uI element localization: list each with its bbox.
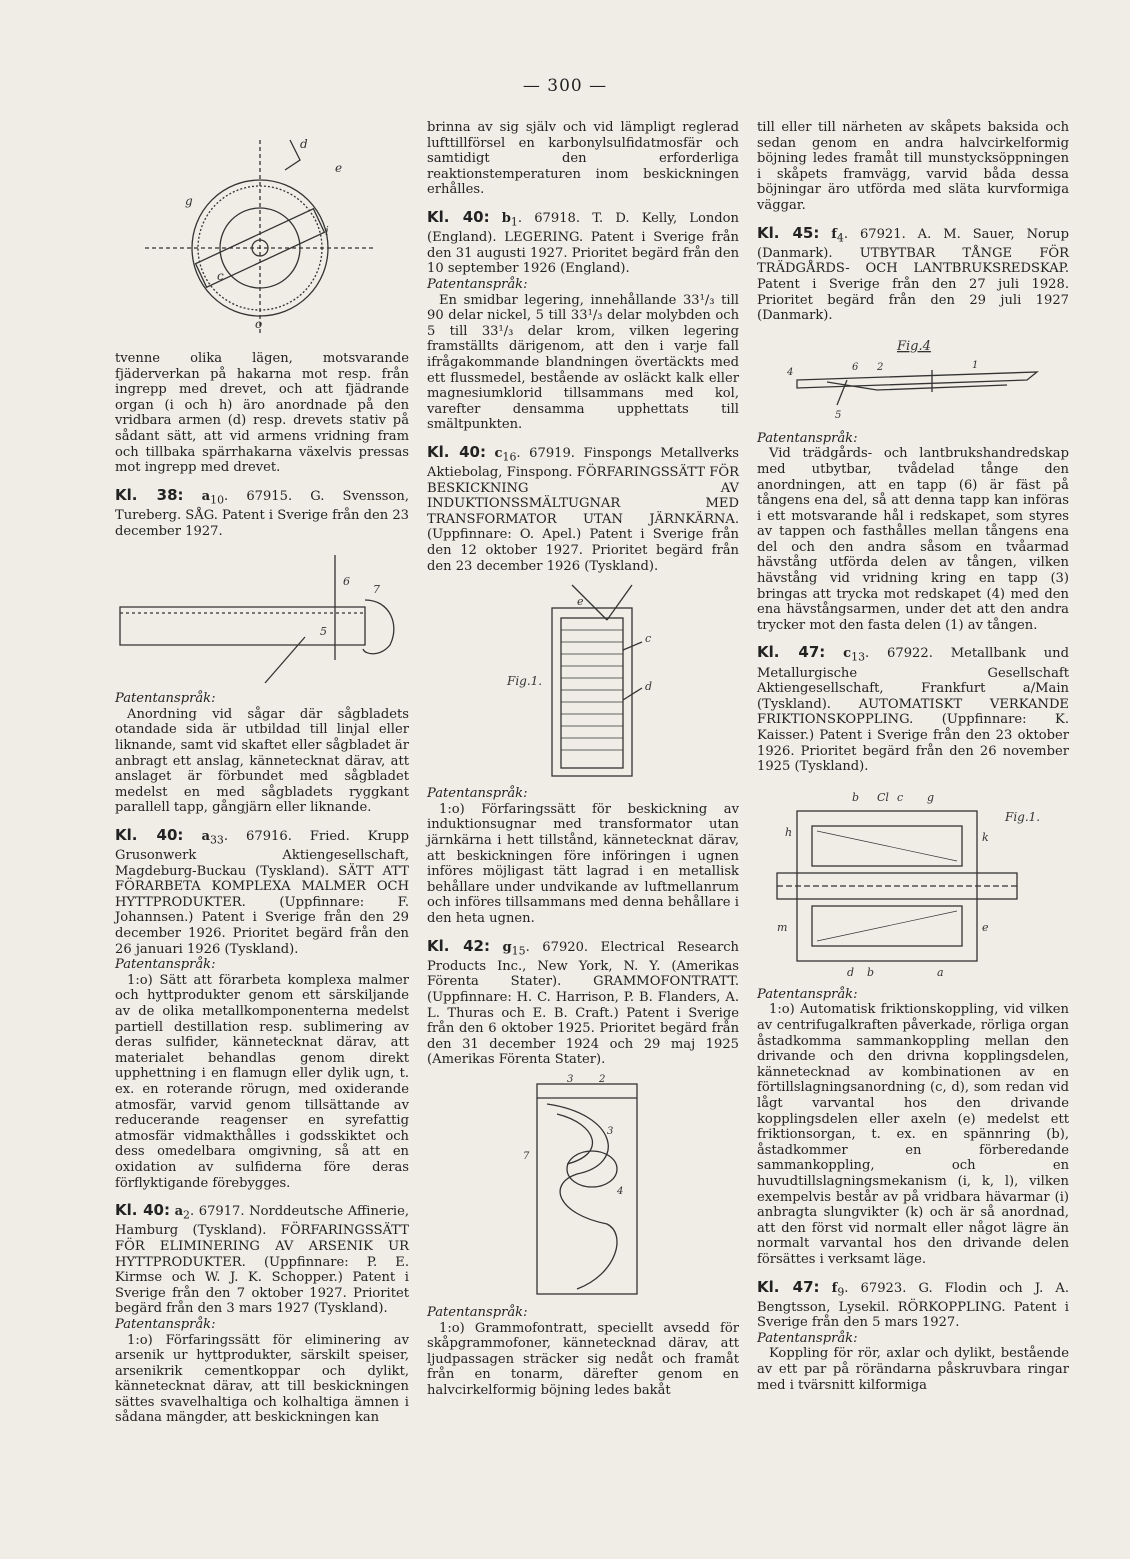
figure-saw [115,545,409,685]
class-sub: 15 [511,944,526,958]
svg-text:5: 5 [835,409,842,421]
patent-claim-heading: Patentanspråk: [757,1330,858,1346]
patent-claim: Vid trädgårds- och lantbrukshandredskap med utbytbar, tvådelad tånge den anordningen, att en tapp (6) är fäst på tångens ena del, så att denna tapp kan införas i ett motsvarande hål i redskapet, som styres av tappen och fasthålles mellan tångens ena del och den andra såsom en tvåarmad hävstång utförda delen av tången, vilken hävstång vid vridning kring en tapp (3) bringas att trycka mot redskapet (4) med den ena hävstångsarmen, under det att den andra trycker mot den fasta delen (1) av tången. [757,446,1069,633]
svg-text:o: o [255,317,263,331]
entry-text: . 67922. Metallbank und Metallurgische Gesellschaft Aktiengesellschaft, Frankfurt a/Main (Tyskland). AUTOMATISKT VERKANDE FRIKTIONSKOPPLING. (Uppfinnare: K. Kaisser.) Patent i Sverige från den 23 oktober 1926. Prioritet begärd från den 26 november 1925 (Tyskland). [757,646,1069,775]
class-sub: 16 [502,450,517,464]
svg-text:k: k [982,830,989,844]
patent-entry-67917 [115,1203,409,1426]
svg-text:b: b [867,965,875,979]
class-letter: a [174,1204,184,1220]
class-sub: 33 [209,833,224,847]
patent-claim: 1:o) Automatisk friktionskoppling, vid vilken av centrifugalkraften påverkade, rörliga organ åstadkomma sammankoppling mellan den drivande och den drivna kopplingsdelen, kännetecknad av kombinationen av en förtillslagningsanordning (c, d), som redan vid lågt varvantal hos den drivande kopplingsdelen eller axeln (e) medelst ett friktionsorgan, t. ex. en spännring (b), åstadkommer en förberedande sammankoppling, och en huvudtillslagningsmekanism (i, k, l), vilken exempelvis består av på vridbara hävarmar (i) anbragta slungvikter (k) och är så anordnad, att den först vid normalt eller något lägre än normalt varvantal hos den drivande delen försättes i verksamt läge. [757,1002,1069,1267]
entry-text: . 67923. G. Flodin och J. A. Bengtsson, Lysekil. RÖRKOPPLING. Patent i Sverige från den 5 mars 1927. [757,1280,1069,1331]
column-1 [115,120,409,1426]
patent-claim: 1:o) Förfaringssätt för eliminering av arsenik ur hyttprodukter, särskilt speiser, arsenikrik cementkoppar och dylikt, kännetecknat därav, att till beskickningen sättes svavelhaltiga och kolhaltiga ämnen i sådana mängder, att beskickningen kan [115,1332,409,1426]
svg-text:m: m [777,920,788,934]
patent-claim: 1:o) Förfaringssätt för beskickning av induktionsugnar med transformator utan järnkärna i hett tillstånd, kännetecknat därav, att beskickningen före införingen i ugnen införes möjligast tätt lagrad i en metallisk behållare under undvikande av luftmellanrum och införes tillsammans med denna behållare i den heta ugnen. [427,801,739,926]
class-label: Kl. 40: [427,442,486,461]
class-letter: f [831,1280,838,1296]
entry-text: . 67920. Electrical Research Products Inc., New York, N. Y. (Amerikas Förenta Stater). GRAMMOFONTRATT. (Uppfinnare: H. C. Harrison, P. B. Flanders, A. L. Thuras och E. B. Craft.) Patent i Sverige från den 6 oktober 1925. Prioritet begärd från den 31 december 1924 och 29 maj 1925 (Amerikas Förenta Stater). [427,939,739,1068]
svg-text:c: c [897,790,904,804]
patent-claim-heading: Patentanspråk: [115,1316,216,1332]
entry-text: . 67915. G. Svensson, Tureberg. SÅG. Patent i Sverige från den 23 december 1927. [115,488,410,539]
class-sub: 10 [210,493,225,507]
svg-text:2: 2 [877,361,884,373]
svg-text:4: 4 [787,366,794,378]
svg-text:c: c [217,269,224,283]
patent-entry-67918 [427,207,739,433]
class-letter: f [831,226,837,242]
patent-claim-heading: Patentanspråk: [115,957,216,973]
figure-label: Fig.1. [1005,809,1041,824]
svg-text:i: i [325,224,329,238]
patent-entry-67919 [427,442,739,927]
entry-text: . 67921. A. M. Sauer, Norup (Danmark). UTBYTBAR TÅNGE FÖR TRÄDGÅRDS- OCH LANTBRUKSREDSKAP. Patent i Sverige från den 27 juli 1928. Prioritet begärd från den 29 juli 1927 (Danmark). [757,226,1069,324]
class-label: Kl. 40: [115,1201,170,1220]
class-letter: a [201,488,211,504]
figure-gramophone-horn [427,1074,739,1299]
svg-text:2: 2 [599,1073,606,1085]
continuation-text: tvenne olika lägen, motsvarande fjäderverkan på hakarna mot resp. från ingrepp med drevet, och att fjädrande organ (i och h) äro anordnade på den vridbara armen (d) resp. drevets stativ på sådant sätt, att vid armens vridning fram och tillbaka spärrhakarna växelvis pressas mot ingrepp med drevet. [115,351,409,476]
svg-text:1: 1 [972,359,979,371]
figure-label: Fig.1. [507,674,543,689]
patent-claim: Koppling för rör, axlar och dylikt, bestående av ett par på rörändarna påskruvbara ringar med i tvärsnitt kilformiga [757,1346,1069,1393]
class-label: Kl. 47: [757,1277,820,1296]
patent-claim: 1:o) Grammofontratt, speciellt avsedd för skåpgrammofoner, kännetecknad därav, att ljudpassagen sträcker sig nedåt och framåt från en tonarm, därefter genom en halvcirkelformig böjning ledes bakåt [427,1320,739,1398]
class-label: Kl. 47: [757,643,826,662]
entry-text: . 67916. Fried. Krupp Grusonwerk Aktiengesellschaft, Magdeburg-Buckau (Tyskland). SÄTT ATT FÖRARBETA KOMPLEXA MALMER OCH HYTTPRODUKTER. (Uppfinnare: F. Johannsen.) Patent i Sverige från den 29 december 1926. Prioritet begärd från den 26 januari 1926 (Tyskland). [115,828,410,957]
svg-text:7: 7 [373,583,380,597]
continuation-text: brinna av sig själv och vid lämpligt reglerad lufttillförsel en karbonylsulfidatmosfär och samtidigt den erforderliga reaktionstemperaturen inom beskickningen erhålles. [427,120,739,198]
class-letter: g [502,939,512,955]
class-sub: 4 [836,231,844,245]
svg-text:e: e [335,161,343,175]
class-letter: a [201,828,210,844]
svg-text:d: d [645,680,653,694]
column-2 [427,120,739,1399]
svg-text:g: g [185,194,193,208]
class-letter: c [843,646,852,662]
svg-text:Cl: Cl [877,790,889,804]
patent-entry-67922 [757,645,1069,1267]
page-number: — 300 — [522,76,608,96]
class-sub: 1 [510,215,518,229]
svg-text:5: 5 [320,625,327,639]
class-label: Kl. 45: [757,223,820,242]
svg-text:a: a [937,965,944,979]
patent-entry-67915 [115,485,410,816]
class-sub: 2 [183,1208,190,1222]
svg-text:h: h [785,825,793,839]
patent-claim-heading: Patentanspråk: [427,276,528,292]
class-sub: 13 [851,651,866,665]
class-label: Kl. 38: [115,485,184,504]
svg-text:3: 3 [567,1073,574,1085]
patent-claim-heading: Patentanspråk: [115,691,216,707]
patent-entry-67916 [115,825,410,1191]
svg-text:7: 7 [523,1150,530,1162]
svg-text:e: e [577,595,584,609]
svg-text:6: 6 [852,361,859,373]
column-3 [757,120,1069,1393]
entry-text: . 67919. Finspongs Metallverks Aktiebolag, Finspong. FÖRFARINGSSÄTT FÖR BESKICKNING AV INDUKTIONSSMÄLTUGNAR MED TRANSFORMATOR UTAN JÄRNKÄRNA. (Uppfinnare: O. Apel.) Patent i Sverige från den 12 oktober 1927. Prioritet begärd från den 23 december 1926 (Tyskland). [427,445,739,574]
svg-text:b: b [852,790,860,804]
patent-claim: Anordning vid sågar där sågbladets otandade sida är utbildad till linjal eller liknande, samt vid skaftet eller sågbladet är anbragt ett anslag, kännetecknat därav, att anslaget är förbundet med sågbladet medelst en med sågbladets ryggkant parallell tapp, gångjärn eller liknande. [115,706,409,816]
svg-text:6: 6 [343,575,350,589]
entry-text: . 67917. Norddeutsche Affinerie, Hamburg (Tyskland). FÖRFARINGSSÄTT FÖR ELIMINERING AV ARSENIK UR HYTTPRODUKTER. (Uppfinnare: P. E. Kirmse och W. J. K. Schopper.) Patent i Sverige från den 7 oktober 1927. Prioritet begärd från den 3 mars 1927 (Tyskland). [115,1204,409,1317]
svg-text:4: 4 [617,1185,624,1197]
patent-entry-67921 [757,223,1069,634]
figure-label: Fig.4 [897,338,931,354]
patent-claim: 1:o) Sätt att förarbeta komplexa malmer och hyttprodukter genom ett särskiljande av de olika metallkomponenterna medelst partiell destillation resp. sublimering av deras sulfider, kännetecknat därav, att materialet behandlas genom direkt upphettning i en flamugn eller dylik ugn, t. ex. en roterande rörugn, med oxiderande atmosfär, varvid genom tillsättande av reducerande reagenser en syrefattig atmosfär vidmakthålles i godsskiktet och dess omedelbara omgivning, så att en oxidation av sulfiderna före deras förflyktigande förebygges. [115,972,409,1191]
patent-claim-heading: Patentanspråk: [427,1304,528,1320]
class-label: Kl. 42: [427,936,490,955]
patent-claim: En smidbar legering, innehållande 33¹/₃ till 90 delar nickel, 5 till 33¹/₃ delar molybden och 5 till 33¹/₃ delar krom, vilken legering framställts därigenom, att den i varje fall ifrågakommande blandningen övertäckts med ett flussmedel, bestående av osläckt kalk eller magnesiumklorid tillsammans med kol, varefter densamma upphettats till smältpunkten. [427,292,739,433]
patent-claim-heading: Patentanspråk: [757,986,858,1002]
figure-clutch [757,781,1069,981]
svg-text:c: c [645,632,652,646]
patent-entry-67920 [427,936,739,1399]
figure-furnace [427,580,739,780]
svg-text:e: e [982,920,989,934]
svg-text:3: 3 [607,1125,614,1137]
class-label: Kl. 40: [427,207,490,226]
figure-tang [757,330,1069,425]
class-letter: b [501,210,511,226]
class-sub: 9 [837,1285,845,1299]
figure-ratchet [125,120,409,345]
continuation-text: till eller till närheten av skåpets baksida och sedan genom en andra halvcirkelformig böjning ledes framåt till munstycksöppningen i skåpets framvägg, varvid båda dessa böjningar äro utförda med släta kurvformiga väggar. [757,120,1069,213]
entry-text: . 67918. T. D. Kelly, London (England). LEGERING. Patent i Sverige från den 31 augusti 1927. Prioritet begärd från den 10 september 1926 (England). [427,210,739,277]
patent-claim-heading: Patentanspråk: [427,786,528,802]
svg-text:g: g [927,790,935,804]
patent-entry-67923 [757,1277,1069,1394]
patent-claim-heading: Patentanspråk: [757,430,858,446]
class-label: Kl. 40: [115,825,184,844]
svg-text:d: d [300,137,308,151]
svg-text:d: d [847,965,855,979]
class-letter: c [494,445,503,461]
